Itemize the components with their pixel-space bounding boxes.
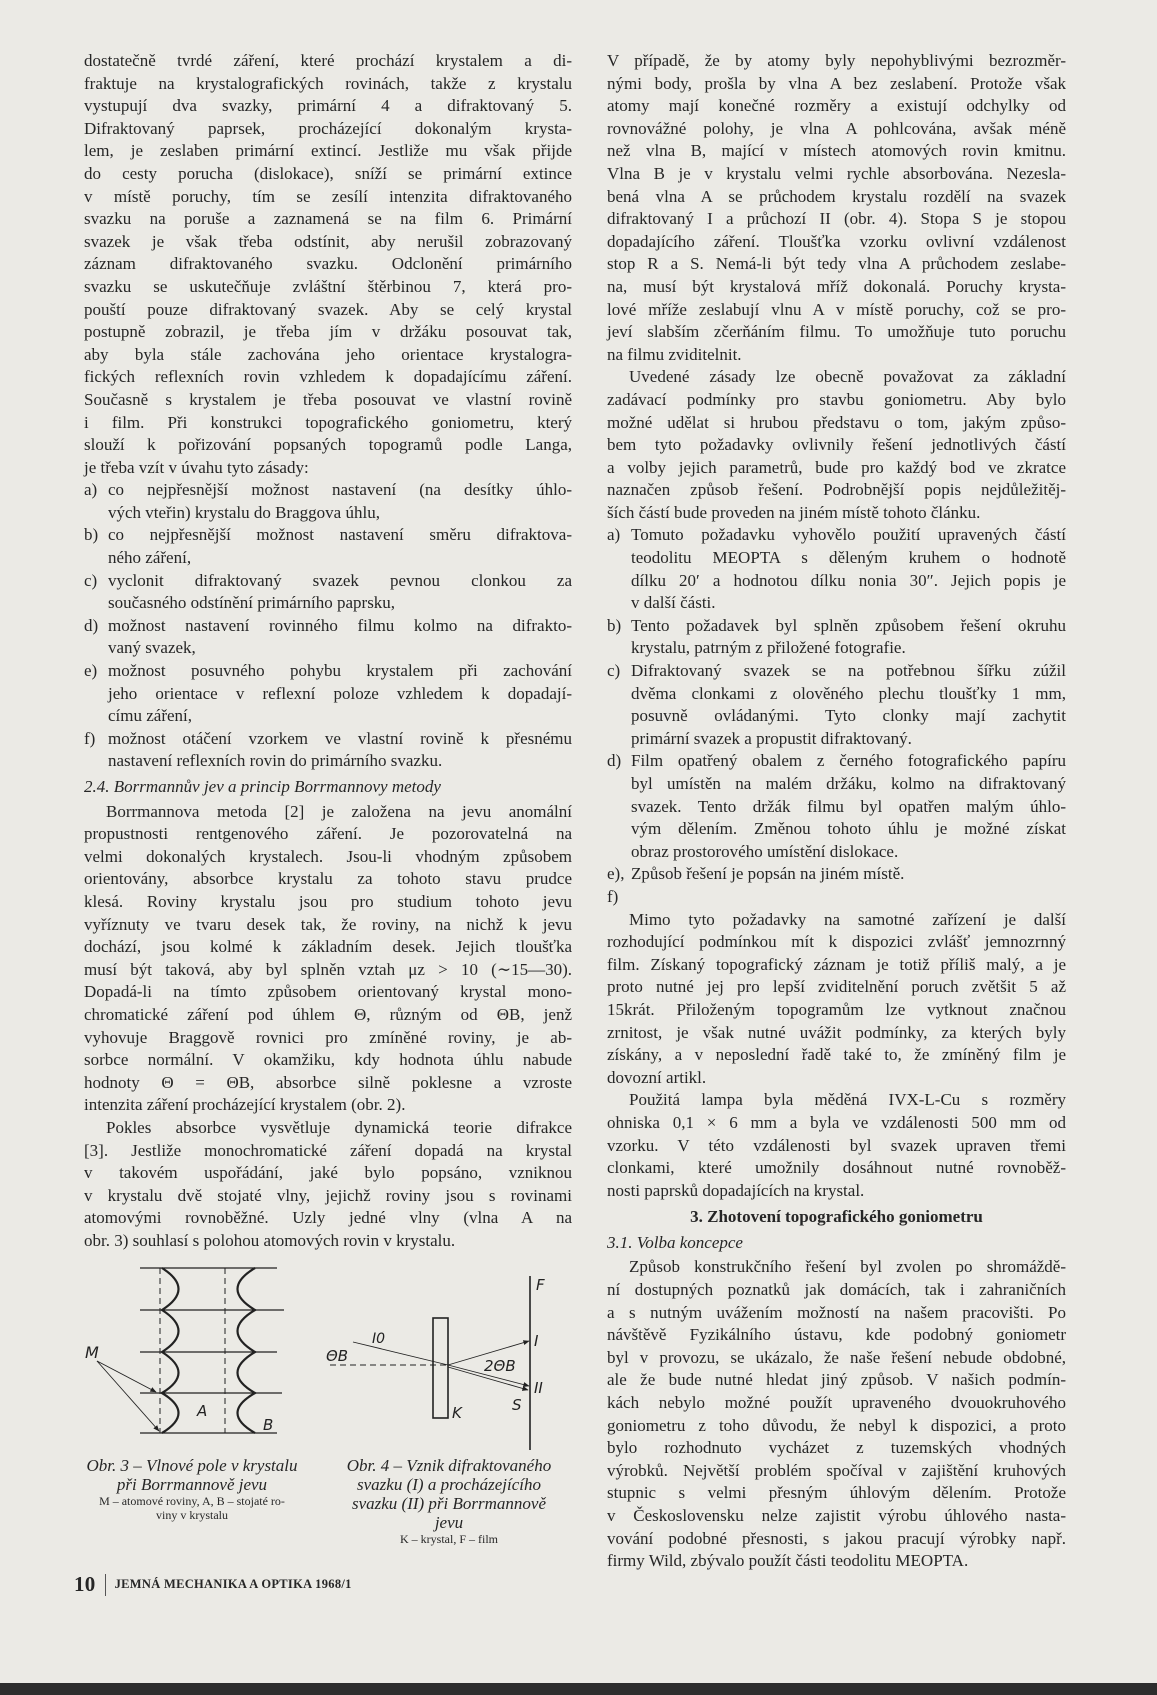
wave-b: [238, 1268, 256, 1433]
list-item: [607, 750, 1066, 863]
section-heading: 3.1. Volba koncepce: [607, 1232, 743, 1252]
text-line: svazek. Tento držák filmu byl opatřen malým úhlo-: [631, 796, 1066, 816]
label-f: F: [536, 1276, 545, 1294]
text-line: Současně s krystalem je třeba posouvat ve vlastní rovině: [84, 389, 572, 409]
dashed-axes: [160, 1268, 225, 1433]
caption-title-line: při Borrmannově jevu: [116, 1475, 268, 1494]
text-line: atomy mají konečné rozměry a existují odchylky od: [607, 96, 1066, 116]
text-line: v další části.: [631, 593, 716, 613]
text-line: címu záření,: [108, 706, 193, 726]
text-line: posuvně ovládanými. Tyto clonky mají zachytit: [631, 706, 1066, 726]
text-line: i film. Při konstrukci topografického goniometru, který: [84, 412, 572, 432]
section-heading: 2.4. Borrmannův jev a princip Borrmannovy metody: [84, 777, 441, 796]
text-line: firmy Wild, zbývalo použít části teodolitu MEOPTA.: [607, 1551, 969, 1571]
text-line: na, musí být krystalová mříž dokonalá. Poruchy krysta-: [607, 276, 1066, 296]
caption-title-line: Obr. 4 – Vznik difraktovaného: [346, 1456, 552, 1475]
text-line: nosti paprsků dopadajících na krystal.: [607, 1180, 865, 1200]
list-item: [84, 479, 572, 524]
text-line: primární svazek a propustit difraktovaný.: [631, 728, 912, 748]
text-line: možnost otáčení vzorkem ve vlastní rovině k přesnému: [108, 728, 572, 748]
text-line: propustnosti rentgenového záření. Je pozorovatelná na: [84, 824, 572, 844]
text-line: vystupují dva svazky, primární 4 a difraktovaný 5.: [84, 96, 572, 116]
paragraph: [607, 909, 1066, 1090]
text-line: teodolitu MEOPTA s děleným kruhem o hodnotě: [631, 548, 1066, 568]
text-line: 15krát. Přiloženým topogramům lze vytknout značnou: [607, 999, 1066, 1019]
text-line: slouží k pořizování popsaných topogramů podle Langa,: [84, 435, 572, 455]
label-b: B: [263, 1416, 274, 1434]
text-line: vyříznuty ve tvaru desek tak, že roviny, na nichž k jevu: [84, 914, 572, 934]
text-line: bylo rozhodnuto vycházet z tuzemských vhodných: [607, 1438, 1066, 1458]
text-line: vaný svazek,: [108, 638, 196, 658]
text-line: [3]. Jestliže monochromatické záření dopadá na krystal: [84, 1140, 572, 1160]
text-line: krystalu, patrným z přiložené fotografie.: [631, 638, 906, 658]
text-line: Pokles absorbce vysvětluje dynamická teorie difrakce: [106, 1117, 572, 1137]
text-line: fraktuje na krystalografických rovinách, takže z krystalu: [84, 73, 572, 93]
list-item: [84, 570, 572, 615]
text-line: hodnoty Θ = ΘB, absorbce silně poklesne a vzroste: [84, 1072, 572, 1092]
text-line: v krystalu dvě stojaté vlny, jejichž roviny jsou s rovinami: [84, 1185, 572, 1205]
text-line: dvěma clonkami z olověného plechu tloušťky 1 mm,: [631, 683, 1066, 703]
text-line: než vlna B, mající v místech atomových rovin kmitnu.: [607, 141, 1066, 161]
list-marker: d): [607, 751, 622, 771]
text-line: bem tyto požadavky ovlivnily řešení jednotlivých částí: [607, 435, 1066, 455]
text-line: proto nutné jej pro lepší zviditelnění poruch zvětšit 5 až: [607, 977, 1066, 997]
label-two-theta-b: 2ΘB: [484, 1357, 516, 1375]
text-line: rozhodující podmínkou mít k dispozici zvlášť jemnozrnný: [607, 932, 1066, 952]
text-line: bená vlna A se průchodem krystalu rozdělí na svazek: [607, 186, 1066, 206]
list-item: [84, 660, 572, 728]
text-line: Způsob řešení je popsán na jiném místě.: [631, 864, 905, 884]
text-line: současného odstínění primárního paprsku,: [108, 593, 396, 613]
page-footer: [74, 1572, 352, 1597]
list-item: [607, 660, 1066, 750]
text-line: dovozní artikl.: [607, 1067, 707, 1087]
text-line: sorbce normální. V okamžiku, kdy hodnota úhlu nabude: [84, 1050, 572, 1070]
paragraph: [607, 1089, 1066, 1202]
paragraph: [84, 50, 572, 479]
list-marker: a): [607, 525, 621, 545]
text-line: Tento požadavek byl splněn způsobem řešení okruhu: [631, 615, 1066, 635]
text-line: Použitá lampa byla měděná IVX-L-Cu s rozměry: [629, 1090, 1066, 1110]
text-line: orientovány, absorbce krystalu za tohoto stavu prudce: [84, 869, 572, 889]
label-ii: II: [534, 1379, 543, 1397]
list-item-text: [108, 524, 572, 569]
wave-a: [162, 1268, 179, 1433]
caption-legend-line: M – atomové roviny, A, B – stojaté ro-: [99, 1494, 285, 1508]
text-line: v místě poruchy, tím se zesílí intenzita difraktovaného: [84, 186, 572, 206]
list-marker: d): [84, 615, 99, 635]
arrow-m-1: [97, 1361, 156, 1392]
label-k: K: [452, 1404, 462, 1422]
text-line: v takovém uspořádání, jaké bylo popsáno, vzniknou: [84, 1163, 572, 1183]
footer-divider: [105, 1574, 106, 1596]
text-line: vyhovuje Braggově rovnici pro zmíněné roviny, je ab-: [84, 1027, 572, 1047]
label-theta-b: ΘB: [326, 1347, 349, 1365]
figure-4-caption: [333, 1456, 565, 1546]
paragraph: [84, 801, 572, 1117]
right-column: [607, 50, 1066, 1573]
text-line: získány, a v neposlední řadě také to, že zmíněný film je: [607, 1045, 1066, 1065]
text-line: V případě, že by atomy byly nepohyblivými bezrozměr-: [607, 51, 1066, 70]
list-marker: c): [84, 570, 98, 590]
list-marker: f): [84, 728, 96, 748]
text-line: Difraktovaný paprsek, procházející dokonalým krysta-: [84, 118, 572, 138]
paragraph: [607, 366, 1066, 524]
list-item-text: [108, 615, 572, 660]
list-item: [607, 615, 1066, 660]
text-line: zrnitost, je však nutné uvážit podmínky, za kterých byly: [607, 1022, 1066, 1042]
text-line: a volby jejich parametrů, bude pro každý bod ve zkratce: [607, 457, 1066, 477]
text-line: jeho orientace v reflexní poloze vzhledem k dopadají-: [108, 683, 572, 703]
list-item-text: [631, 524, 1066, 614]
journal-name: JEMNÁ MECHANIKA A OPTIKA 1968/1: [114, 1577, 352, 1591]
list-item: [84, 728, 572, 773]
list-marker: b): [84, 525, 99, 545]
text-line: Způsob konstrukčního řešení byl zvolen po shromáždě-: [629, 1257, 1066, 1277]
list-item-text: [108, 570, 572, 615]
crystal: [433, 1318, 448, 1418]
text-line: vým dělením. Změnou tohoto úhlu je možné získat: [631, 819, 1066, 839]
text-line: dílku 20′ a hodnotou dílku nonia 30″. Jejich popis je: [631, 570, 1066, 590]
text-line: vzorku. V této vzdálenosti byl svazek upraven třemi: [607, 1135, 1066, 1155]
text-line: lem, je zeslaben primární extincí. Jestliže mu však přijde: [84, 141, 572, 161]
text-line: Tomuto požadavku vyhovělo použití upravených částí: [631, 525, 1066, 545]
text-line: a s nutným uvážením možností na našem pracovišti. Po: [607, 1302, 1066, 1322]
section-heading: 3. Zhotovení topografického goniometru: [690, 1207, 983, 1227]
text-line: Borrmannova metoda [2] je založena na jevu anomální: [106, 801, 572, 821]
paragraph: [607, 50, 1066, 366]
caption-legend-line: K – krystal, F – film: [400, 1532, 498, 1546]
text-line: obr. 3) souhlasí s polohou atomových rovin v krystalu.: [84, 1230, 456, 1250]
atomic-plane-lines: [140, 1268, 284, 1433]
text-line: musí být taková, aby byl splněn vztah μz > 10 (∼15—30).: [84, 959, 572, 979]
text-line: velmi dokonalých krystalech. Jsou-li vhodným způsobem: [84, 846, 572, 866]
text-line: zadávací podmínky pro stavbu goniometru. Aby bylo: [607, 389, 1066, 409]
text-line: vyclonit difraktovaný svazek pevnou clonkou za: [108, 570, 572, 590]
text-line: nými body, prošla by vlna A bez zeslabení. Protože však: [607, 73, 1066, 93]
text-line: co nejpřesnější možnost nastavení (na desítky úhlo-: [108, 480, 572, 500]
text-line: clonkami, které umožnily dosáhnout nutné rovnoběž-: [607, 1158, 1066, 1178]
list-item-text: [631, 863, 1066, 908]
label-m: M: [85, 1343, 99, 1362]
text-line: Mimo tyto požadavky na samotné zařízení je další: [629, 909, 1066, 929]
list-item-text: [631, 660, 1066, 750]
text-line: ní dostupných poznatků jak domácích, tak i zahraničních: [607, 1280, 1066, 1300]
text-line: ale že bude nutné hledat jiný způsob. V našich podmín-: [607, 1370, 1066, 1390]
text-line: goniometru z toho důvodu, že nebyl k dispozici, a proto: [607, 1415, 1066, 1435]
text-line: co nejpřesnější možnost nastavení směru difraktova-: [108, 525, 572, 545]
text-line: film. Získaný topografický záznam je totiž příliš malý, a je: [607, 954, 1066, 974]
text-line: Film opatřený obalem z černého fotografického papíru: [631, 751, 1066, 771]
text-line: nastavení reflexních rovin do primárního svazku.: [108, 751, 443, 771]
list-item: [84, 615, 572, 660]
list-marker: e), f): [607, 864, 625, 906]
text-line: byl v provozu, se ukázalo, že naše řešení nebude obdobné,: [607, 1347, 1066, 1367]
text-line: aby byla stále zachována jeho orientace krystalogra-: [84, 344, 572, 364]
text-line: na filmu zviditelnit.: [607, 344, 742, 364]
text-line: byl umístěn na malém držáku, kolmo na difraktovaný: [631, 774, 1066, 793]
caption-title-line: svazku (I) a procházejícího: [357, 1475, 541, 1494]
text-line: je třeba vzít v úvahu tyto zásady:: [84, 457, 309, 477]
arrow-m-2: [97, 1361, 159, 1431]
left-column: [84, 50, 572, 1252]
text-line: naznačen způsob řešení. Podrobnější popis nejdůležitěj-: [607, 480, 1066, 500]
text-line: lové mříže zeslabují vlnu A v místě poruchy, což se pro-: [607, 299, 1066, 319]
text-line: dostatečně tvrdé záření, které prochází krystalem a di-: [84, 51, 572, 70]
list-item: [84, 524, 572, 569]
caption-title-line: jevu: [434, 1513, 464, 1532]
text-line: dochází, jsou kolmé k základním desek. Jejich tloušťka: [84, 937, 572, 957]
label-i0: I0: [372, 1331, 386, 1347]
text-line: návštěvě Fyzikálního ústavu, kde podobný goniometr: [607, 1325, 1066, 1345]
list-marker: a): [84, 480, 98, 500]
text-line: rovnovážné polohy, je vlna A pohlcována, avšak méně: [607, 118, 1066, 138]
text-line: v Československu nelze zajistit výrobu úhlového nasta-: [607, 1506, 1066, 1525]
scan-edge: [0, 1683, 1157, 1695]
list-marker: b): [607, 615, 622, 635]
caption-title-line: Obr. 3 – Vlnové pole v krystalu: [86, 1456, 298, 1475]
text-line: postupně zobrazil, je třeba jím v držáku posouvat tak,: [84, 322, 572, 342]
text-line: možné udělat si hrubou představu o tom, jakým způso-: [607, 412, 1066, 432]
list-item-text: [631, 615, 1066, 660]
text-line: atomovými rovnoběžné. Uzly jedné vlny (vlna A na: [84, 1208, 572, 1228]
label-s: S: [512, 1396, 522, 1414]
text-line: Uvedené zásady lze obecně považovat za základní: [629, 367, 1066, 387]
text-line: svazku se uskutečňuje zvláštní štěrbinou 7, která pro-: [84, 276, 572, 296]
text-line: výrobků. Největší problém spočíval v zajištění kruhových: [607, 1460, 1066, 1480]
list-item: [607, 863, 1066, 908]
list-item-text: [108, 479, 572, 524]
text-line: stop R a S. Nemá-li být tedy vlna A průchodem zeslabe-: [607, 254, 1066, 274]
figure-3-wave-field: [97, 1268, 284, 1433]
text-line: intenzita záření procházející krystalem (obr. 2).: [84, 1095, 406, 1115]
text-line: záznam difraktovaného svazku. Odclonění primárního: [84, 254, 572, 274]
label-a: A: [197, 1402, 208, 1420]
text-line: vých vteřin) krystalu do Braggova úhlu,: [108, 502, 380, 522]
text-line: ších částí bude proveden na jiném místě tohoto článku.: [607, 502, 981, 522]
text-line: vování podobné přesnosti, s jakou pracují výrobky např.: [607, 1528, 1066, 1548]
text-line: Difraktovaný svazek se na potřebnou šířku zúžil: [631, 661, 1066, 681]
label-i: I: [534, 1332, 539, 1350]
text-line: svazku na poruše a zaznamená se na film 6. Primární: [84, 209, 572, 229]
text-line: svazek je však třeba odstínit, aby nerušil zobrazovaný: [84, 231, 572, 251]
text-line: fických reflexních rovin vzhledem k dopadajícímu záření.: [84, 367, 572, 387]
list-marker: e): [84, 661, 98, 681]
text-line: dopadajícího záření. Tloušťka vzorku ovlivní vzdálenost: [607, 231, 1066, 251]
figure-3-caption: [72, 1456, 312, 1522]
text-line: pouští pouze difraktovaný svazek. Aby se celý krystal: [84, 299, 572, 319]
list-item-text: [631, 750, 1066, 863]
text-line: obraz prostorového umístění dislokace.: [631, 841, 899, 861]
text-line: stupnic s velmi přesným úhlovým dělením. Protože: [607, 1483, 1066, 1503]
text-line: klesá. Roviny krystalu jsou pro studium tohoto jevu: [84, 891, 572, 911]
text-line: Vlna B je v krystalu velmi rychle absorbována. Nezesla-: [607, 163, 1066, 183]
text-line: kách nebylo možné použít upraveného dvouokruhového: [607, 1393, 1066, 1413]
text-line: ohniska 0,1 × 6 mm a byla ve vzdálenosti 500 mm od: [607, 1112, 1066, 1132]
caption-title-line: svazku (II) při Borrmannově: [351, 1494, 547, 1513]
list-item-text: [108, 660, 572, 728]
text-line: do cesty porucha (dislokace), sníží se primární extince: [84, 163, 572, 183]
list-item: [607, 524, 1066, 614]
text-line: chromatické záření pod úhlem Θ, různým od ΘB, jenž: [84, 1004, 572, 1024]
text-line: jeví slabším zčerňáním filmu. To umožňuje tuto poruchu: [607, 322, 1066, 342]
caption-legend-line: viny v krystalu: [156, 1508, 228, 1522]
text-line: difraktovaný I a průchozí II (obr. 4). Stopa S je stopou: [607, 209, 1066, 229]
page-number: 10: [74, 1572, 96, 1596]
text-line: Dopadá-li na tímto způsobem orientovaný krystal mono-: [84, 982, 572, 1002]
list-marker: c): [607, 661, 621, 681]
text-line: možnost nastavení rovinného filmu kolmo na difrakto-: [108, 615, 572, 635]
text-line: ného záření,: [108, 548, 192, 568]
list-item-text: [108, 728, 572, 773]
paragraph: [607, 1256, 1066, 1572]
text-line: možnost posuvného pohybu krystalem při zachování: [108, 661, 572, 681]
